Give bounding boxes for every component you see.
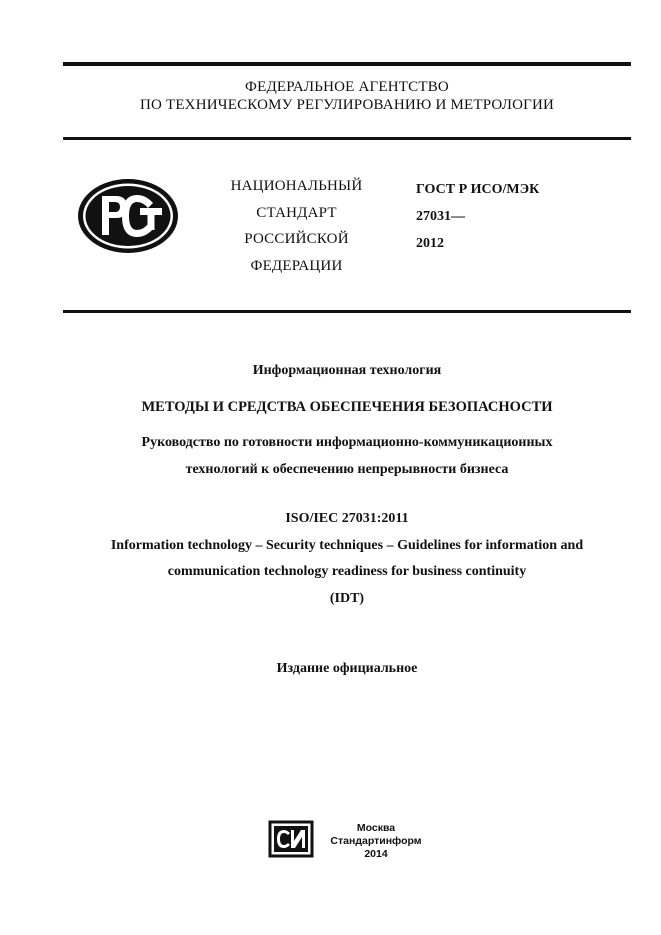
national-line-2: СТАНДАРТ — [256, 205, 337, 221]
standard-block-rule — [63, 310, 631, 313]
publisher-name: Стандартинформ — [330, 835, 422, 847]
header-rule — [63, 137, 631, 140]
agency-line-1: ФЕДЕРАЛЬНОЕ АГЕНТСТВО — [245, 79, 449, 95]
agency-line-2: ПО ТЕХНИЧЕСКОМУ РЕГУЛИРОВАНИЮ И МЕТРОЛОГИИ — [139, 97, 555, 113]
national-line-4: ФЕДЕРАЦИИ — [250, 258, 343, 274]
top-rule — [63, 62, 631, 66]
subtitle-line-2: технологий к обеспечению непрерывности бизнеса — [185, 462, 509, 477]
english-title-line-1: Information technology – Security techniques – Guidelines for information and — [110, 538, 584, 553]
iso-reference: ISO/IEC 27031:2011 — [285, 511, 409, 526]
national-line-3: РОССИЙСКОЙ — [244, 231, 349, 247]
category-title: Информационная технология — [252, 363, 442, 378]
publisher-city: Москва — [356, 822, 396, 834]
rst-logo-icon — [76, 177, 180, 255]
gost-designation-line-1: ГОСТ Р ИСО/МЭК — [416, 182, 540, 197]
gost-designation-line-2: 27031— — [416, 209, 465, 224]
gost-designation-line-3: 2012 — [416, 236, 444, 251]
standartinform-logo-icon — [268, 820, 314, 858]
idt-label: (IDT) — [329, 591, 365, 606]
edition-label: Издание официальное — [276, 661, 418, 676]
main-title: МЕТОДЫ И СРЕДСТВА ОБЕСПЕЧЕНИЯ БЕЗОПАСНОСТИ — [141, 399, 553, 415]
english-title-line-2: communication technology readiness for business continuity — [167, 564, 527, 579]
publication-year: 2014 — [364, 848, 388, 860]
national-line-1: НАЦИОНАЛЬНЫЙ — [230, 178, 363, 194]
subtitle-line-1: Руководство по готовности информационно-коммуникационных — [141, 435, 553, 450]
